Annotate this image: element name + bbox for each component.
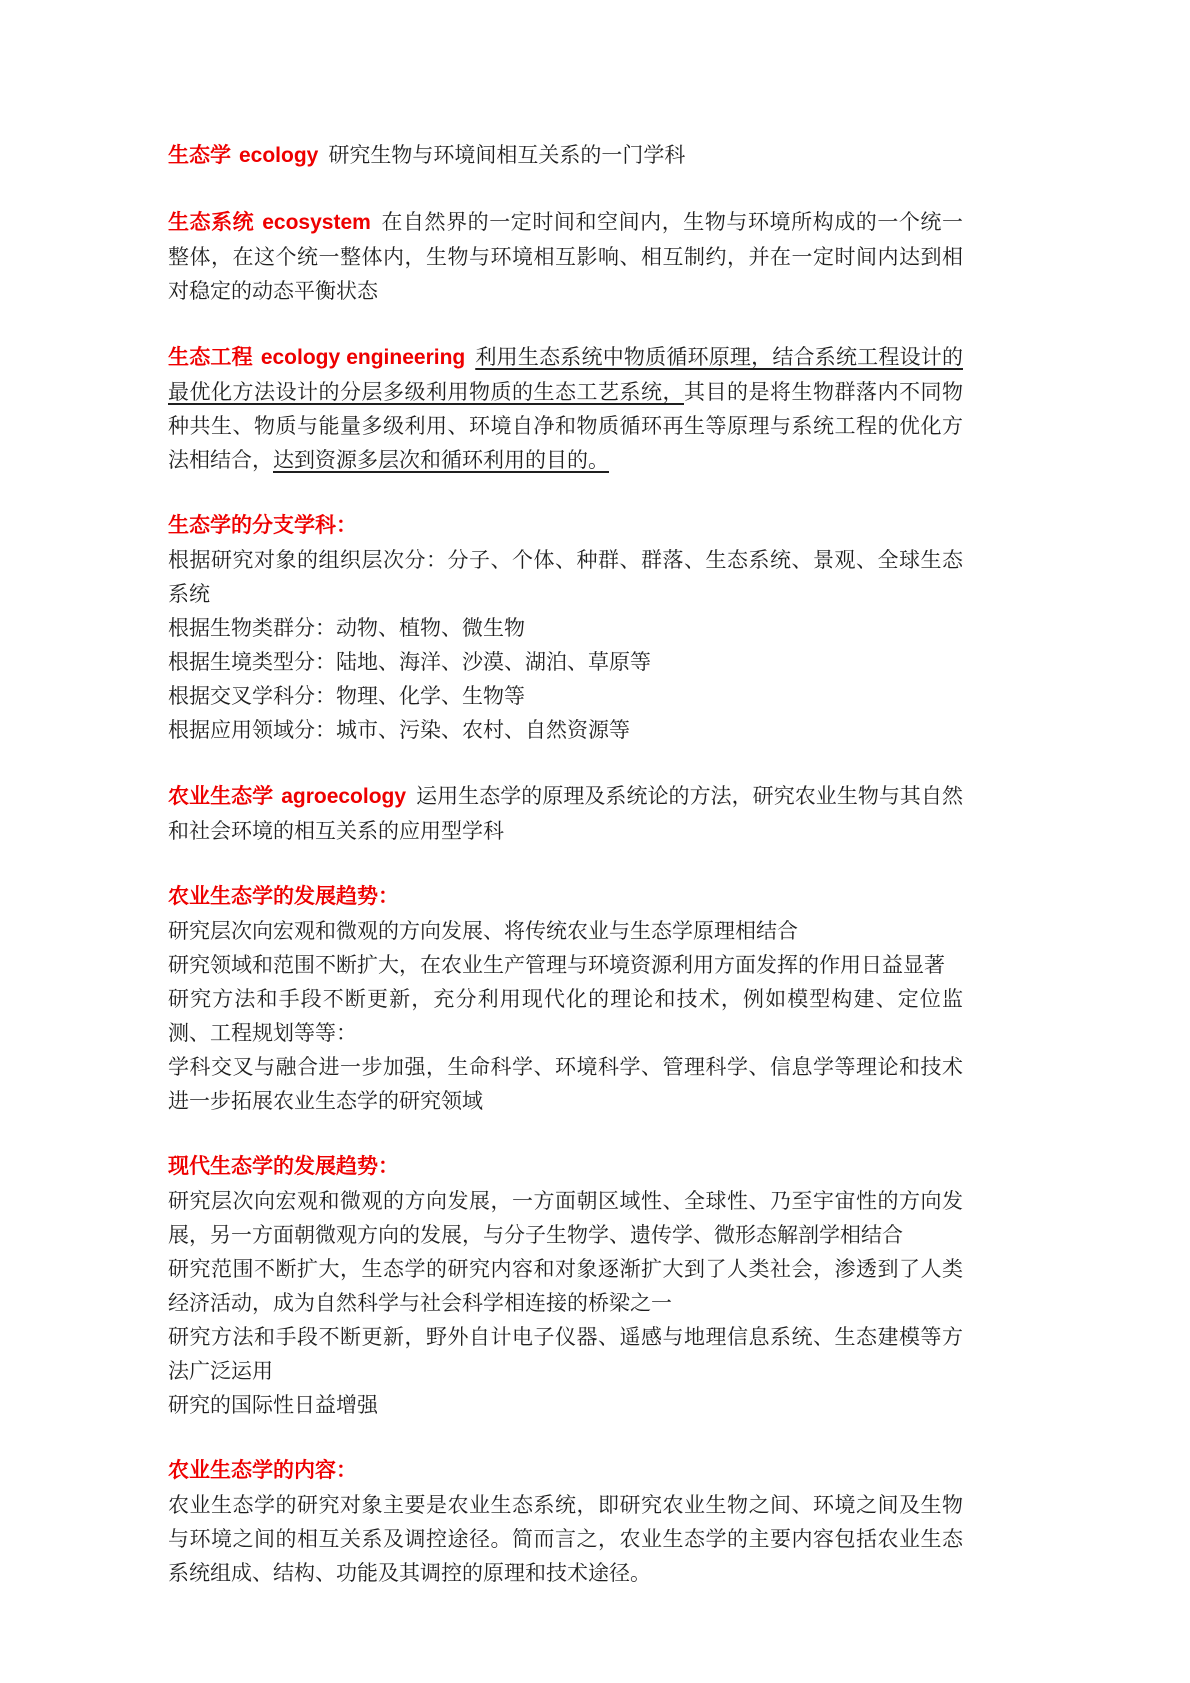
section-ecology-engineering-definition bbox=[168, 340, 963, 477]
term-label: 生态系统 bbox=[168, 211, 255, 234]
section-heading: 现代生态学的发展趋势： bbox=[168, 1155, 399, 1178]
term-english-label: ecology engineering bbox=[260, 346, 466, 369]
term-english-label: agroecology bbox=[281, 785, 407, 808]
section-modern-ecology-trends bbox=[168, 1150, 963, 1422]
list-item: 研究范围不断扩大，生态学的研究内容和对象逐渐扩大到了人类社会，渗透到了人类经济活动，成为自然科学与社会科学相连接的桥梁之一 bbox=[168, 1257, 963, 1315]
definition-text: 其目的是将生物群落内不同物种共生、物质与能量多级利用、环境自净和物质循环再生等原理与系统工程的优化方法相结合， bbox=[168, 380, 963, 472]
section-agroecology-content bbox=[168, 1454, 963, 1590]
list-item: 研究层次向宏观和微观的方向发展，一方面朝区域性、全球性、乃至宇宙性的方向发展，另一方面朝微观方向的发展，与分子生物学、遗传学、微形态解剖学相结合 bbox=[168, 1189, 963, 1247]
definition-paragraph bbox=[168, 340, 963, 477]
list-item: 根据应用领域分：城市、污染、农村、自然资源等 bbox=[168, 718, 630, 742]
term-english-label: ecology bbox=[239, 144, 319, 167]
section-body-text: 农业生态学的研究对象主要是农业生态系统，即研究农业生物之间、环境之间及生物与环境之间的相互关系及调控途径。简而言之，农业生态学的主要内容包括农业生态系统组成、结构、功能及其调控的原理和技术途径。 bbox=[168, 1493, 963, 1585]
document-content bbox=[168, 138, 963, 1590]
section-ecology-branches bbox=[168, 509, 963, 747]
term-english-label: ecosystem bbox=[262, 211, 371, 234]
definition-text-underlined: 达到资源多层次和循环利用的目的。 bbox=[273, 448, 609, 472]
definition-text: 研究生物与环境间相互关系的一门学科 bbox=[328, 143, 686, 167]
term-label: 生态学 bbox=[168, 144, 231, 167]
section-agroecology-trends bbox=[168, 880, 963, 1118]
definition-text: 在自然界的一定时间和空间内，生物与环境所构成的一个统一整体，在这个统一整体内，生物与环境相互影响、相互制约，并在一定时间内达到相对稳定的动态平衡状态 bbox=[168, 210, 963, 303]
list-item: 研究层次向宏观和微观的方向发展、将传统农业与生态学原理相结合 bbox=[168, 919, 798, 943]
section-agroecology-definition bbox=[168, 779, 963, 848]
section-heading: 农业生态学的内容： bbox=[168, 1459, 357, 1482]
term-label: 农业生态学 bbox=[168, 785, 274, 808]
definition-paragraph bbox=[168, 138, 963, 173]
term-label: 生态工程 bbox=[168, 346, 253, 369]
list-item: 根据交叉学科分：物理、化学、生物等 bbox=[168, 684, 525, 708]
list-item: 根据生境类型分：陆地、海洋、沙漠、湖泊、草原等 bbox=[168, 650, 651, 674]
list-item: 研究领域和范围不断扩大，在农业生产管理与环境资源利用方面发挥的作用日益显著 bbox=[168, 953, 945, 977]
section-ecosystem-definition bbox=[168, 205, 963, 308]
list-item: 研究方法和手段不断更新，充分利用现代化的理论和技术，例如模型构建、定位监测、工程规划等等： bbox=[168, 987, 963, 1045]
list-item: 学科交叉与融合进一步加强，生命科学、环境科学、管理科学、信息学等理论和技术进一步拓展农业生态学的研究领域 bbox=[168, 1055, 963, 1113]
section-heading: 农业生态学的发展趋势： bbox=[168, 885, 399, 908]
definition-paragraph bbox=[168, 779, 963, 848]
definition-paragraph bbox=[168, 205, 963, 308]
list-item: 根据生物类群分：动物、植物、微生物 bbox=[168, 616, 525, 640]
list-item: 研究的国际性日益增强 bbox=[168, 1393, 378, 1417]
definition-text: 运用生态学的原理及系统论的方法，研究农业生物与其自然和社会环境的相互关系的应用型学科 bbox=[168, 784, 964, 843]
definition-text-underlined: 利用生态系统中物质循环原理，结合系统工程设计的最优化方法设计的分层多级利用物质的生态工艺系统， bbox=[168, 345, 963, 404]
list-item: 根据研究对象的组织层次分：分子、个体、种群、群落、生态系统、景观、全球生态系统 bbox=[168, 548, 963, 606]
section-ecology-definition bbox=[168, 138, 963, 173]
list-item: 研究方法和手段不断更新，野外自计电子仪器、遥感与地理信息系统、生态建模等方法广泛运用 bbox=[168, 1325, 963, 1383]
section-heading: 生态学的分支学科： bbox=[168, 514, 357, 537]
